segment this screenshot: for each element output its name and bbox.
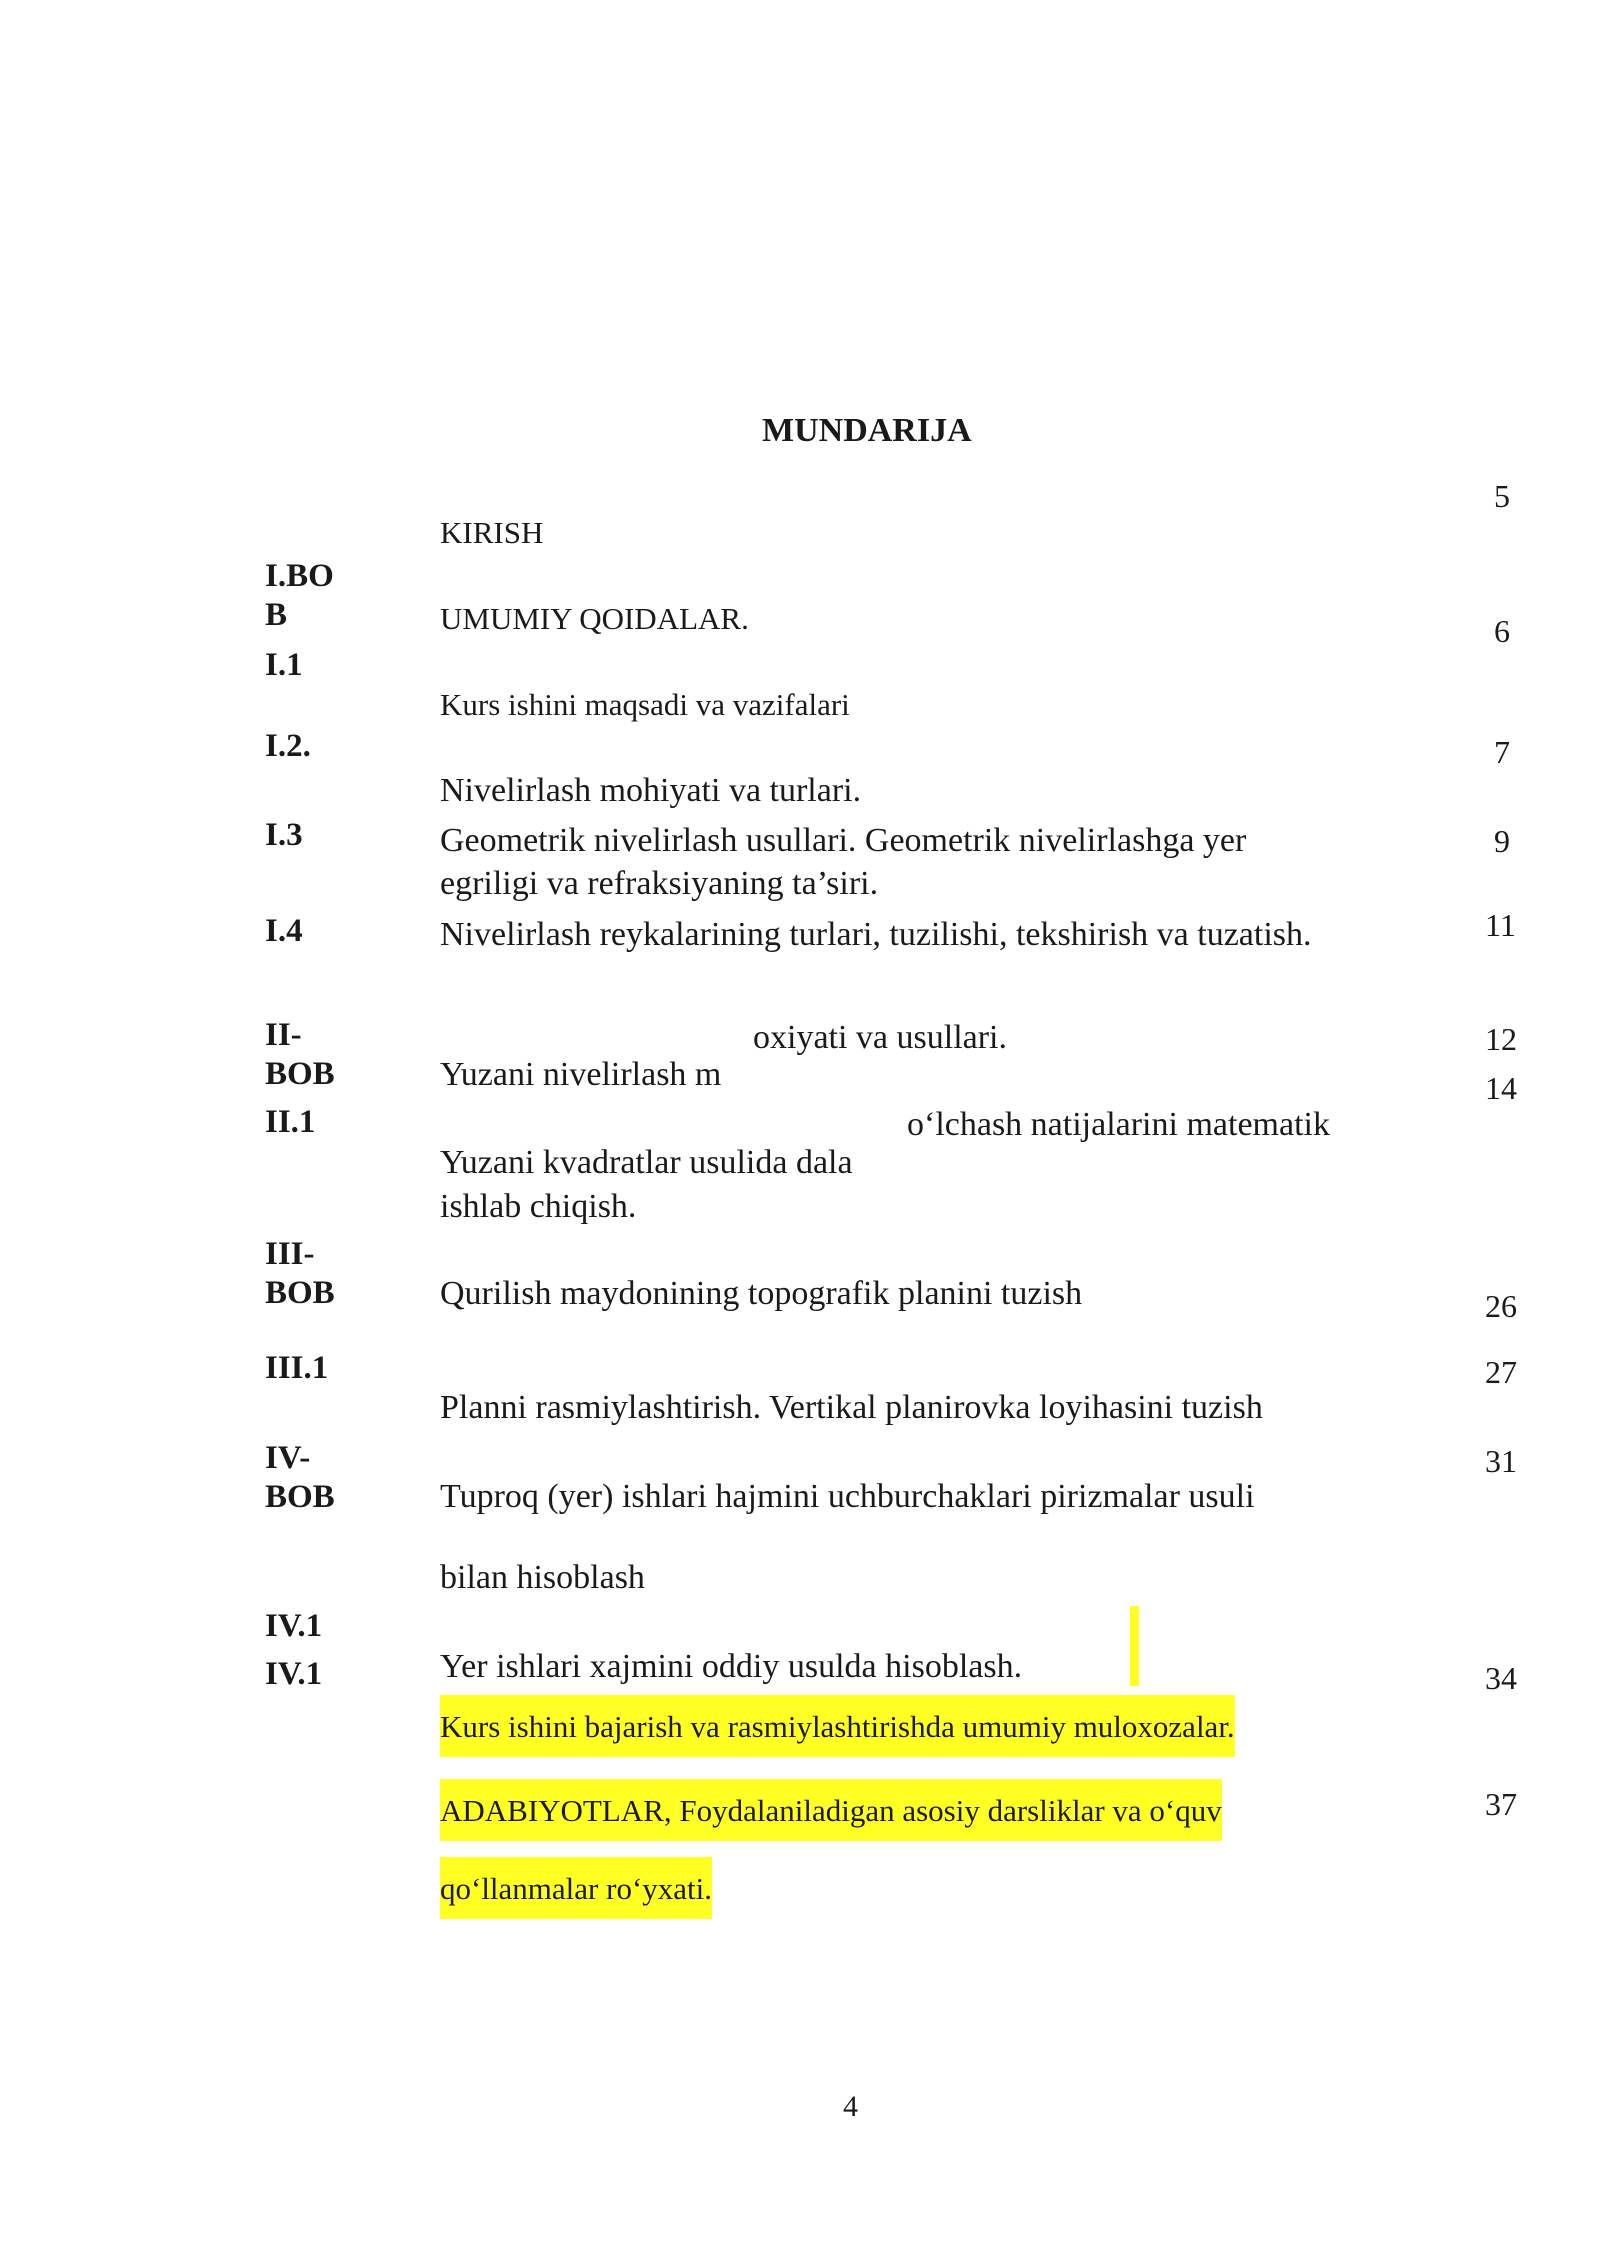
entry-yer-ishlari: Yer ishlari xajmini oddiy usulda hisoblash.: [440, 1648, 1023, 1685]
entry-qurilish: Qurilish maydonining topografik planini tuzish: [440, 1275, 1083, 1312]
entry-planni: Planni rasmiylashtirish. Vertikal planirovka loyihasini tuzish: [440, 1389, 1263, 1426]
toc-title: MUNDARIJA: [762, 412, 972, 449]
entry-yuzani-part2: oxiyati va usullari.: [753, 1019, 1008, 1056]
section-label-2-1: II.1: [265, 1104, 316, 1140]
page-number: 26: [1485, 1288, 1517, 1324]
page-number: 31: [1485, 1443, 1517, 1479]
entry-adabiyotlar-line1: ADABIYOTLAR, Foydalaniladigan asosiy darsliklar va o‘quv: [440, 1779, 1222, 1841]
section-label-bob4-a: IV-: [265, 1440, 311, 1476]
page-number: 6: [1494, 613, 1510, 649]
entry-reykalar: Nivelirlash reykalarining turlari, tuzilishi, tekshirish va tuzatish.: [440, 916, 1312, 953]
entry-kvadrat-part2: o‘lchash natijalarini matematik: [907, 1106, 1330, 1143]
entry-kurs-bajarish: Kurs ishini bajarish va rasmiylashtirishda umumiy muloxozalar.: [440, 1695, 1235, 1757]
section-label-bob3-b: BOB: [265, 1275, 335, 1311]
section-label-1-4: I.4: [265, 913, 303, 949]
highlight-mark: [1130, 1606, 1139, 1686]
section-label-bob1-b: B: [265, 597, 288, 633]
section-label-4-1a: IV.1: [265, 1608, 323, 1644]
section-label-bob2-b: BOB: [265, 1056, 335, 1092]
entry-tuproq-line2: bilan hisoblash: [440, 1559, 645, 1596]
entry-umumiy-qoidalar: UMUMIY QOIDALAR.: [440, 601, 749, 636]
footer-page-number: 4: [843, 2090, 858, 2123]
section-label-bob4-b: BOB: [265, 1479, 335, 1515]
entry-kirish: KIRISH: [440, 515, 544, 550]
section-label-1-2: I.2.: [265, 728, 311, 764]
section-label-3-1: III.1: [265, 1350, 329, 1386]
page-number: 27: [1485, 1354, 1517, 1390]
section-label-bob2-a: II-: [265, 1017, 302, 1053]
section-label-4-1b: IV.1: [265, 1656, 323, 1692]
section-label-1-3: I.3: [265, 817, 303, 853]
entry-adabiyotlar-line2: qo‘llanmalar ro‘yxati.: [440, 1857, 712, 1919]
page-number: 12: [1485, 1021, 1517, 1057]
entry-nivelirlash-mohiyati: Nivelirlash mohiyati va turlari.: [440, 772, 862, 809]
section-label-bob3-a: III-: [265, 1236, 315, 1272]
entry-tuproq-line1: Tuproq (yer) ishlari hajmini uchburchaklari pirizmalar usuli: [440, 1478, 1255, 1515]
page-number: 34: [1485, 1660, 1517, 1696]
entry-yuzani-part1: Yuzani nivelirlash m: [440, 1056, 722, 1093]
page-number: 14: [1485, 1070, 1517, 1106]
page-number: 9: [1494, 823, 1510, 859]
entry-geometrik-line2: egriligi va refraksiyaning ta’siri.: [440, 865, 879, 902]
page-number: 7: [1494, 734, 1510, 770]
entry-kvadrat-part3: ishlab chiqish.: [440, 1188, 637, 1225]
page-number: 11: [1485, 907, 1516, 943]
page-number: 5: [1494, 478, 1510, 514]
page-number: 37: [1485, 1786, 1517, 1822]
section-label-1-1: I.1: [265, 647, 303, 683]
entry-kvadrat-part1: Yuzani kvadratlar usulida dala: [440, 1144, 853, 1181]
entry-geometrik-line1: Geometrik nivelirlash usullari. Geometrik nivelirlashga yer: [440, 822, 1247, 859]
section-label-bob1-a: I.BO: [265, 558, 334, 594]
entry-kurs-maqsadi: Kurs ishini maqsadi va vazifalari: [440, 687, 850, 722]
